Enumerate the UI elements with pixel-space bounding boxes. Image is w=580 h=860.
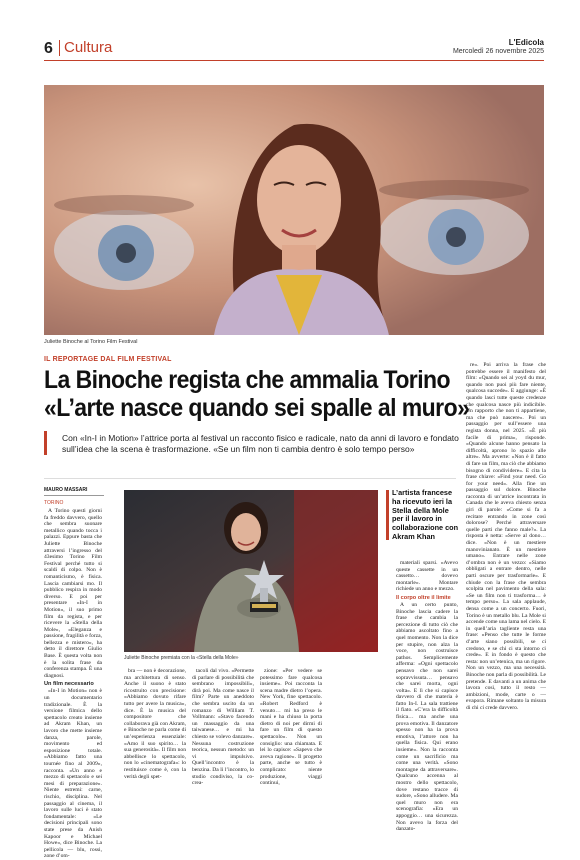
pull-quote: L’artista francese ha ricevuto ieri la Stella della Mole per il lavoro in collaborazione con Akram Khan <box>392 488 459 541</box>
article-kicker: IL REPORTAGE DAL FILM FESTIVAL <box>44 356 172 363</box>
subheading: Il corpo oltre il limite <box>396 594 451 601</box>
photo-caption: Juliette Binoche premiata con la «Stella della Mole» <box>124 655 239 661</box>
main-photo[interactable] <box>44 85 544 335</box>
subheading: Un film necessario <box>44 681 94 688</box>
paragraph: materiali sparsi. «Avevo queste cassette in un cassetto… dovevo montarle». Montare richiede un anno e mezzo. <box>396 560 458 593</box>
paragraph: A un certo punto, Binoche lascia cadere la frase che cambia la percezione di tutto ciò che abbiamo ascoltato fino a quel momento. Non la dice per stupire, non alza la voce, non costruisce pathos. Semplicemente afferma: «Ogni spettacolo pensavo che non sarei sopravvissuta… pensavo che sarei morta, ogni volta». E lì che si capisce davvero di che materia è fatto In-I. La sala trattiene il fiato. «C’era la difficoltà fisica… ma anche una prova emotiva. Il danzatore spesso non ha la prova emotiva, l’attore non ha quella fisica. Qui erano insieme». Non la racconta come un sacrificio ma come una verità. «Sono montagne da attraversare». Qualcuno accenna al mostro dello spettacolo, dove restano tracce di sudore, «Sono alludere. Ma quel muro non era scenografia: «Era un appoggio… una sicurezza. Non avevo la forza del danzato- <box>396 601 458 833</box>
quote-accent-bar <box>386 490 389 540</box>
paragraph: zione: «Per vedere se potessimo fare qualcosa insieme». Poi racconta la scena madre dietro l’opera. New York, fine spettacolo. «Robert Redford è venuto… mi ha preso le mani e ha chiuso la porta dietro di noi per dirmi di fare un film di questo spettacolo». Non un consiglio: una chiamata. E lei lo capisce: «Sapevo che aveva ragione». Il progetto parte, anche se tutto è complicato: niente produzione, viaggi continui, <box>260 668 322 787</box>
paragraph: A Torino questi giorni fa freddo davvero, quello che sembra suonare metallico quando tocca i palazzi. Eppure basta che Juliette Binoche attraversi l’ingresso del 43esimo Torino Film Festival perché tutto si scaldi di colpo. Non è romanticismo, è fisica. Lascia cambiarsi mo. Il pubblico respira in modo diverso. E poi per presentare «In-I in Motion», il suo primo film da regista, e per ricevere la «Stella della Mole», «Eleganza e passione, fragilità e forza, bellezza e mistero», ha detto il direttore Giulio Base. È questa volta non è la solita frase da conferenza stampa. È una diagnosi. <box>44 508 102 679</box>
award-photo[interactable] <box>124 490 378 652</box>
page-header <box>44 38 544 60</box>
header-divider <box>44 60 544 61</box>
section-name[interactable]: Cultura <box>59 40 112 56</box>
photo-caption: Juliette Binoche al Torino Film Festival <box>44 339 138 345</box>
article-column-2 <box>124 668 186 808</box>
article-headline <box>44 366 486 422</box>
dateline: TORINO <box>44 500 64 506</box>
article-column-6 <box>466 362 546 808</box>
headline-line-1: La Binoche regista che ammalia Torino <box>44 366 451 394</box>
masthead[interactable]: L'Edicola <box>508 38 544 47</box>
paragraph: bra — non è decorazione, ma architettura di senso. Anche il suono è stato ricostruito con precisione: «Abbiamo dovuto rifare tutto per avere la musica», dice. È la musica del compositore che collaborava già con Akram, e Binoche ne parla come di un’esperienza essenziale: «Amo il suo spirito… la sua generosità». Il film non abbellisce lo spettacolo, non lo «cinematografa»: lo restituisce come è, con la verità degli spet- <box>124 668 186 780</box>
article-column-1 <box>44 508 102 860</box>
article-subhead: Con «In-I in Motion» l’attrice porta al festival un racconto fisico e radicale, nato da anni di lavoro e fondato sull’idea che la scena è trasformazione. «Se un film non ti cambia dentro è solo tempo perso» <box>62 433 459 454</box>
byline-divider <box>44 495 104 496</box>
paragraph: «In-I in Motion» non è un documentario tradizionale. È la versione filmica dello spettacolo creato insieme ad Akram Khan, un lavoro che mette insieme danza, parole, movimento ed esposizione totale. «Abbiamo fatto una tournée fino al 2009», racconta. «Un anno e mezzo di spettacolo e sei mesi di preparazione». Niente estremi: carne, rischio, disciplina. Nel passaggio al cinema, il lavoro sulle luci è stato fondamentale: «Le decisioni principali sono state prese da Anish Kapoor e Michael Howe», dice Binoche. La pellicola — blu, rossi, zone d’om- <box>44 688 102 860</box>
section-divider <box>44 478 456 479</box>
article-column-3 <box>192 668 254 808</box>
article-column-4 <box>260 668 322 808</box>
headline-line-2: «L’arte nasce quando sei spalle al muro» <box>44 394 470 422</box>
paragraph: re». Poi arriva la frase che potrebbe essere il manifesto del film: «Quando sei al yoyd du mur, quando non puoi più fare niente, qualcosa succede». E aggiunge: «È quando lasci tutte queste credenze che qualcosa nasce più indicibile. Un rapporto che non ti appartiene, ma che può nascere». Poi un passaggio per sull’essere una regista donna, nel 2025. «È più facile di prima», risponde. «Quando alcune hanno pensato la difficoltà, aprono lo spazio alle altre». Ma avverte: «Non è il fatto di fare un film, ma ciò che abbiamo bisogno di condividere». E cita la frase chiave: «Find your need. Go for your need». Alla fine un passaggio sul dolore. Binoche racconta di un’atrice incontrata in Canada che le aveva chiesto senza giri di parole: «Come si fa a recitare entrando in zone così dolorose? Perché attraversare quelle parti che fanno male?». La risposta è netta: «Serve al dono… dice. «Non è un mestiere manovinianato. È un mestiere umano». Entrare nelle zone d’ombra non è un vezzo: «Siamo obbligati a entrare dentro, nelle parti oscure per trasformarle». E chiude con la frase che sembra scolpita nel pavimento della sala: «Se un film non ti trasforma… è tempo perso». La sala applaude, densa come a un concerto. Fuori, Torino è un metallo blu. La Mole si accende come una lama nel cielo. E in quell’aria tagliente resta una frase: «Penso che tutte le forme d’arte siano possibili, se ci credono, e se chi ci sta intorno ci crede». E in fondo è questo che resta: non un’etenica, ma un rigore. Non un vezzo, ma una necessità. Binoche non parla di possibilità. Le pretende. E davanti a un anima che lavora così, tutto il resto — ambizioni, mode, carte o — evapora. Rimane soltanto la misura di chi ci crede davvero. <box>466 362 546 711</box>
byline: MAURO MASSARI <box>44 487 88 493</box>
article-column-5 <box>396 560 458 833</box>
issue-date: Mercoledì 26 novembre 2025 <box>452 48 544 55</box>
subhead-accent-bar <box>44 431 47 455</box>
paragraph: tacoli dal vivo. «Permette di parlare di possibilità che sembrano impossibili», dirà poi. Ma come nasce il film? Parte un aneddoto che sembra uscito da un romanzo di William T. Vollmann: «Stavo facendo un massaggio da una taiwanese… e mi ha chiesto se volevo danzare». Nessuna costruzione teorica, nessun metodo: un vi impulsivo. Quell’incontro è la benzina. Da lì l’incontro, lo studio condiviso, la co-crea- <box>192 668 254 787</box>
page-number: 6 <box>44 40 53 57</box>
